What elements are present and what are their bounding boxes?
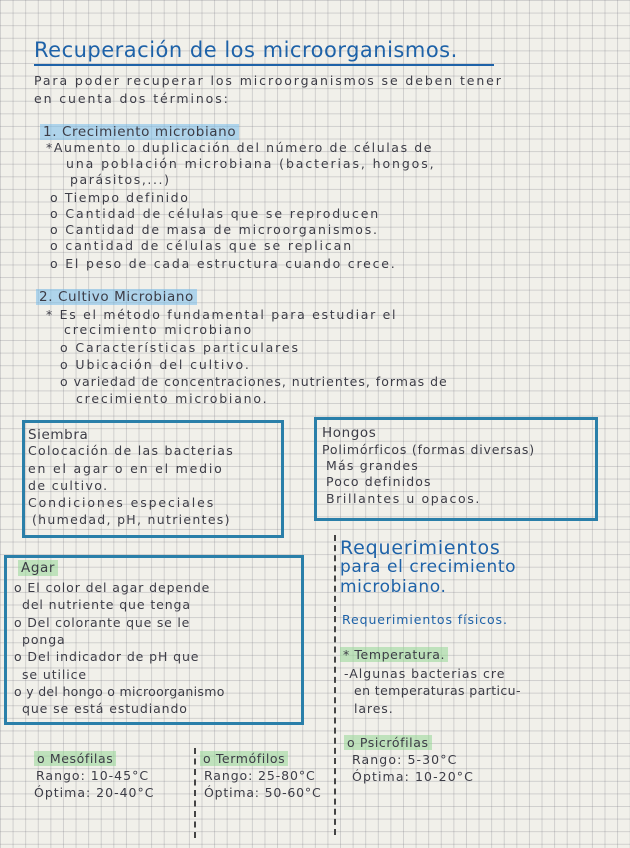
requerimientos-subheading: Requerimientos físicos. bbox=[342, 612, 508, 627]
siembra-line: (humedad, pH, nutrientes) bbox=[32, 512, 231, 527]
siembra-line: de cultivo. bbox=[28, 478, 109, 493]
section2-line: o Características particulares bbox=[60, 340, 300, 355]
temp-group-name bbox=[200, 751, 288, 766]
intro-line-2: en cuenta dos términos: bbox=[34, 91, 230, 106]
temp-group-rango: Rango: 10-45°C bbox=[36, 768, 150, 783]
section1-line: *Aumento o duplicación del número de células de bbox=[46, 140, 434, 155]
temperatura-heading-text: * Temperatura. bbox=[340, 647, 448, 662]
dashed-separator bbox=[334, 535, 336, 835]
section2-line: crecimiento microbiano. bbox=[76, 391, 269, 406]
agar-line: se utilice bbox=[22, 667, 87, 682]
page-title: Recuperación de los microorganismos. bbox=[34, 38, 458, 62]
agar-line: o El color del agar depende bbox=[14, 580, 211, 595]
section1-heading bbox=[40, 124, 239, 140]
title-underline bbox=[34, 64, 494, 66]
requerimientos-heading: Requerimientos bbox=[340, 537, 501, 559]
section1-line: o Cantidad de masa de microorganismos. bbox=[50, 222, 379, 237]
section1-line: parásitos,...) bbox=[70, 172, 171, 187]
section1-line: o Tiempo definido bbox=[50, 190, 190, 205]
temp-line: lares. bbox=[354, 701, 394, 716]
temperatura-heading bbox=[340, 647, 448, 662]
agar-line: o y del hongo o microorganismo bbox=[14, 684, 225, 699]
dashed-separator bbox=[194, 748, 196, 838]
siembra-line: Condiciones especiales bbox=[28, 495, 216, 510]
section1-line: una población microbiana (bacterias, hongos, bbox=[66, 156, 436, 171]
intro-line-1: Para poder recuperar los microorganismos se deben tener bbox=[34, 73, 503, 88]
section1-line: o El peso de cada estructura cuando crece. bbox=[50, 256, 397, 271]
mesofilas-label: o Mesófilas bbox=[34, 751, 116, 766]
hongos-line: Más grandes bbox=[326, 458, 419, 473]
section2-line: crecimiento microbiano bbox=[64, 322, 254, 337]
section1-line: o cantidad de células que se replican bbox=[50, 238, 354, 253]
section2-line: * Es el método fundamental para estudiar el bbox=[46, 307, 398, 322]
section2-line: o Ubicación del cultivo. bbox=[60, 357, 251, 372]
temp-line: en temperaturas particu- bbox=[354, 683, 521, 698]
section2-line: o variedad de concentraciones, nutrientes, formas de bbox=[60, 374, 448, 389]
siembra-line: en el agar o en el medio bbox=[28, 461, 224, 476]
hongos-heading: Hongos bbox=[322, 425, 377, 441]
siembra-heading: Siembra bbox=[28, 427, 89, 443]
agar-heading-text: Agar bbox=[18, 560, 58, 576]
section1-line: o Cantidad de células que se reproducen bbox=[50, 206, 381, 221]
psicrofilas-label: o Psicrófilas bbox=[344, 735, 432, 750]
hongos-line: Poco definidos bbox=[326, 474, 432, 489]
temp-line: -Algunas bacterias cre bbox=[344, 666, 506, 681]
agar-heading bbox=[18, 560, 58, 576]
agar-line: del nutriente que tenga bbox=[22, 597, 191, 612]
temp-group-rango: Rango: 5-30°C bbox=[352, 752, 458, 767]
agar-line: o Del indicador de pH que bbox=[14, 649, 200, 664]
agar-line: ponga bbox=[22, 632, 66, 647]
section2-heading bbox=[36, 289, 197, 305]
temp-group-rango: Rango: 25-80°C bbox=[204, 768, 316, 783]
siembra-line: Colocación de las bacterias bbox=[28, 443, 235, 458]
temp-group-optima: Óptima: 10-20°C bbox=[352, 769, 474, 784]
hongos-line: Polimórficos (formas diversas) bbox=[322, 442, 535, 457]
agar-line: o Del colorante que se le bbox=[14, 615, 191, 630]
hongos-line: Brillantes u opacos. bbox=[326, 491, 481, 506]
section1-heading-text: 1. Crecimiento microbiano bbox=[40, 124, 239, 140]
temp-group-name bbox=[344, 735, 432, 750]
temp-group-optima: Óptima: 50-60°C bbox=[204, 785, 322, 800]
temp-group-name bbox=[34, 751, 116, 766]
section2-heading-text: 2. Cultivo Microbiano bbox=[36, 289, 197, 305]
agar-line: que se está estudiando bbox=[22, 701, 188, 716]
requerimientos-heading: para el crecimiento bbox=[340, 557, 517, 577]
termofilos-label: o Termófilos bbox=[200, 751, 288, 766]
temp-group-optima: Óptima: 20-40°C bbox=[34, 785, 155, 800]
requerimientos-heading: microbiano. bbox=[340, 577, 447, 597]
